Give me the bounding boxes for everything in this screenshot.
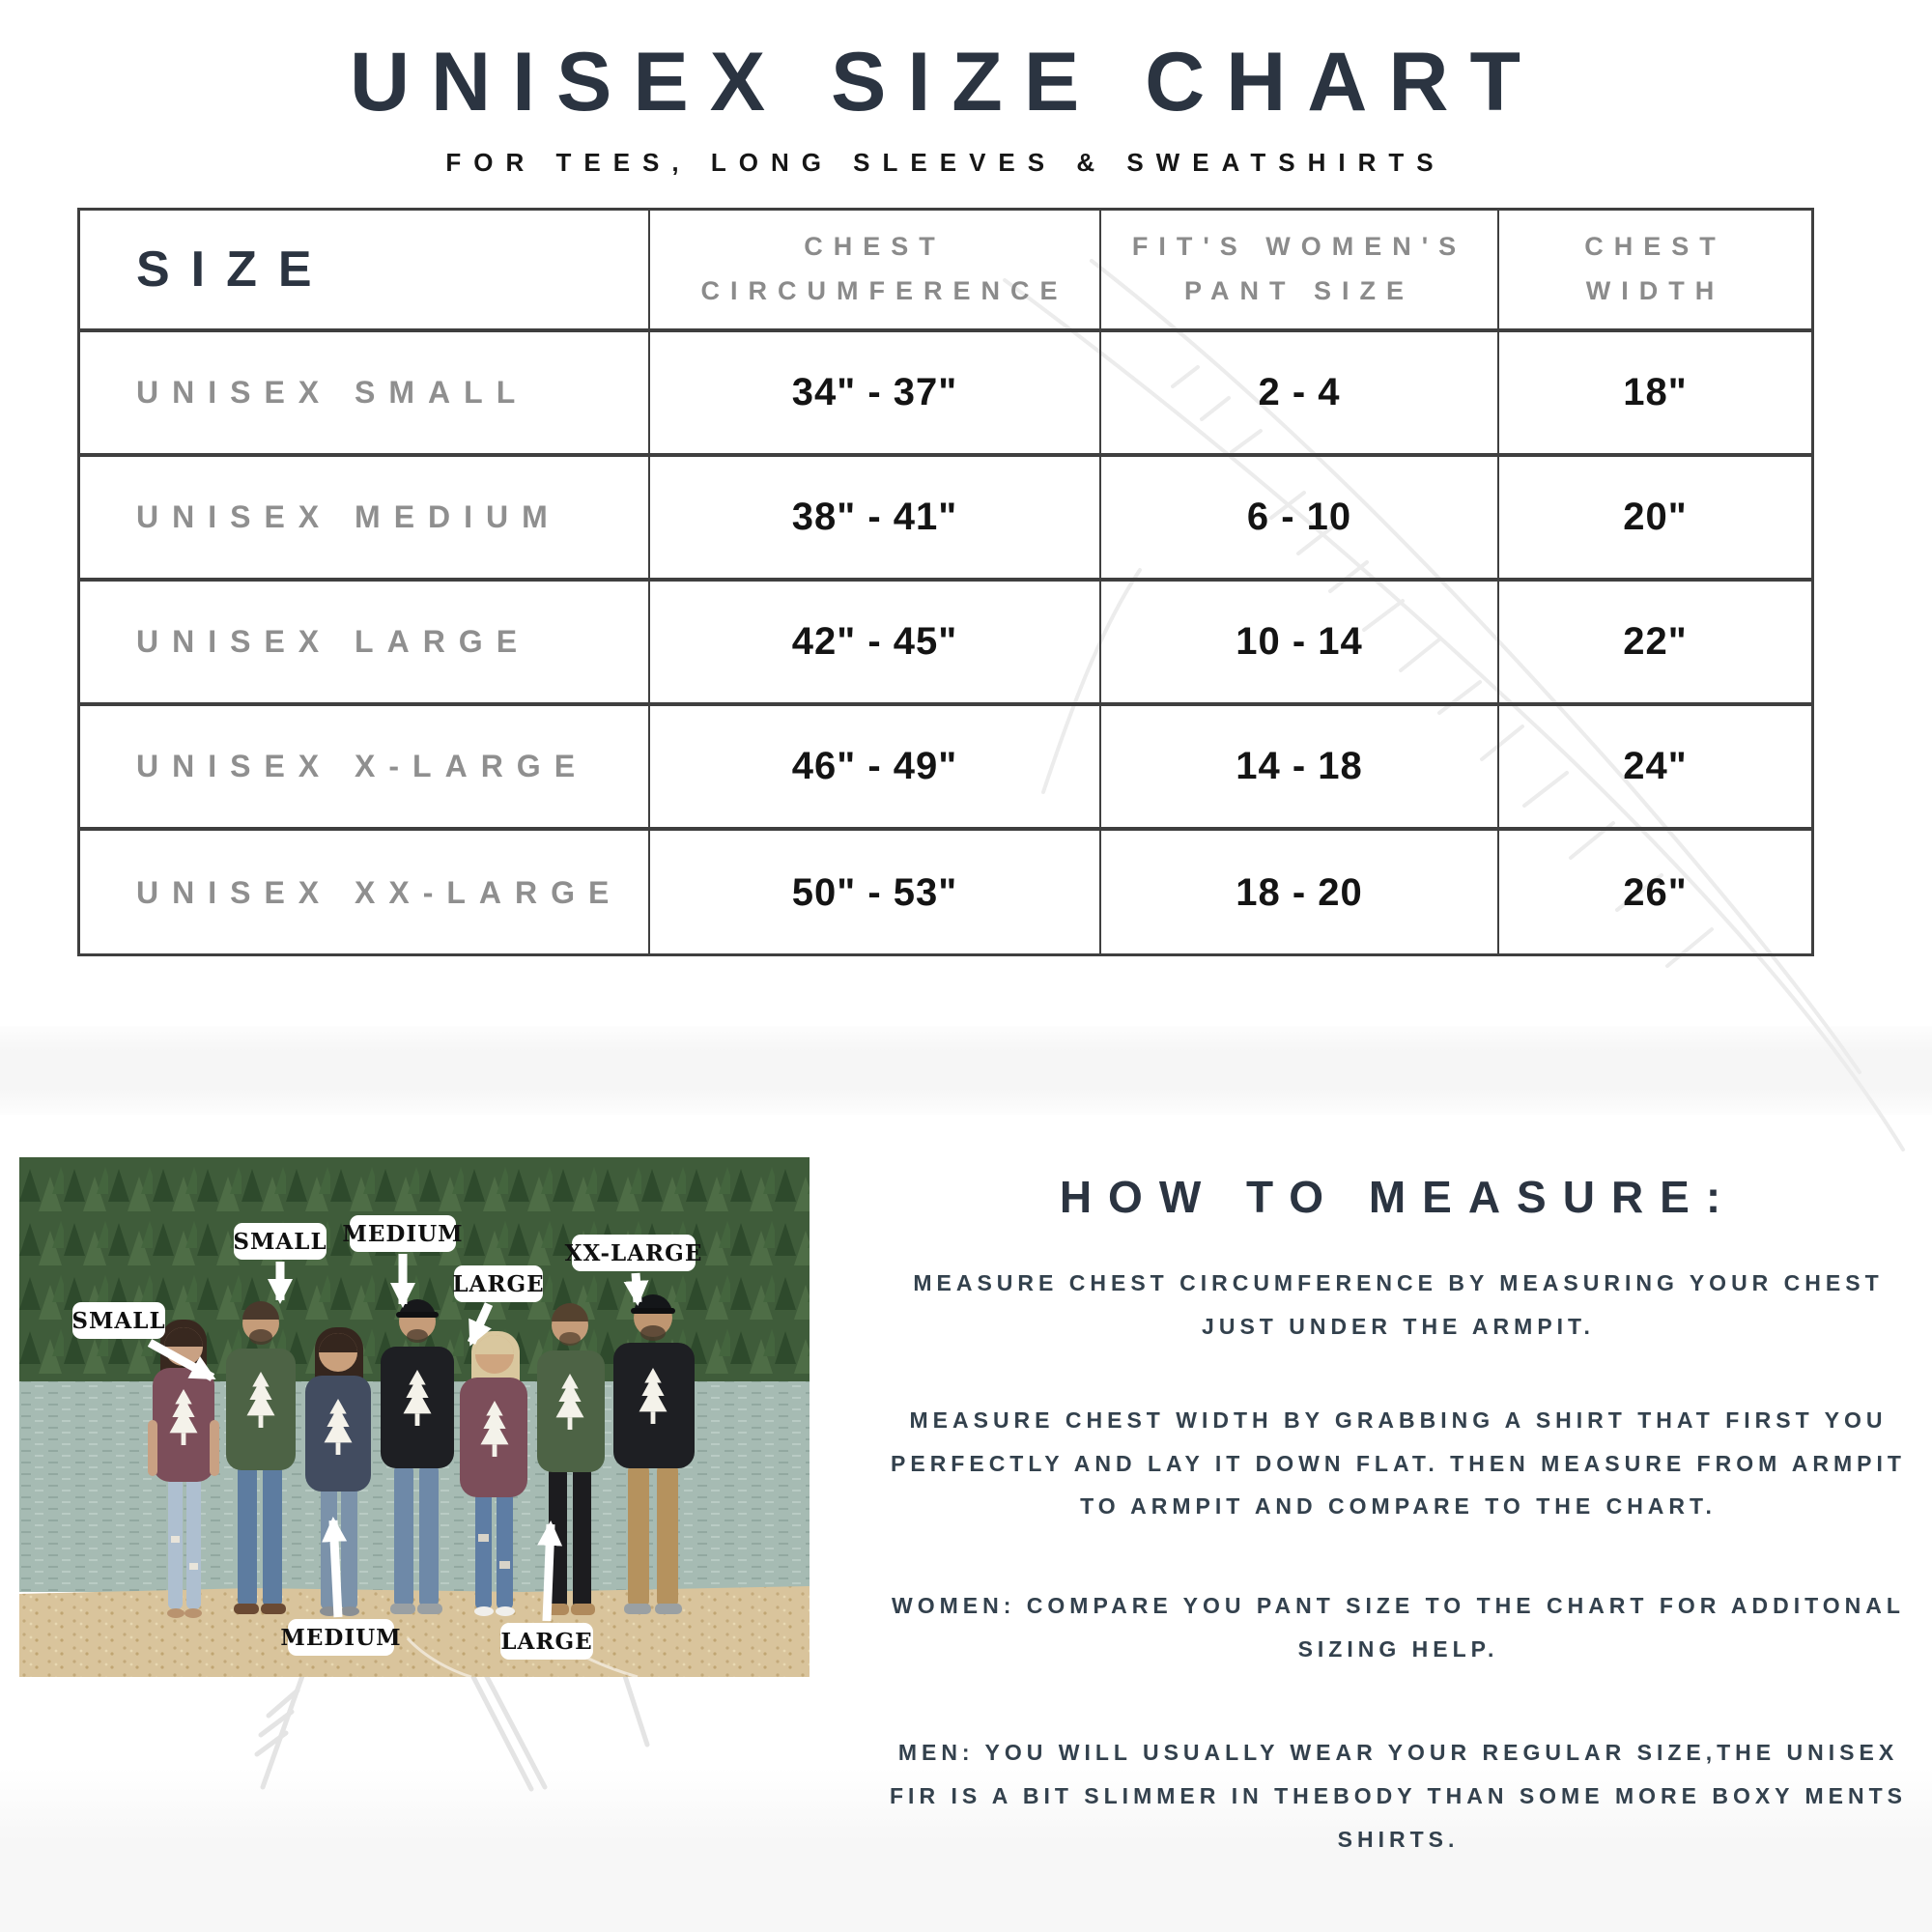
size-cell: UNISEX X-LARGE: [80, 706, 650, 831]
pant-size-cell: 18 - 20: [1101, 831, 1499, 955]
chest-circumference-cell: 50" - 53": [650, 831, 1101, 955]
pant-size-cell: 14 - 18: [1101, 706, 1499, 831]
svg-text:MEDIUM: MEDIUM: [280, 1625, 402, 1651]
size-cell: UNISEX MEDIUM: [80, 457, 650, 582]
how-to-measure-section: [874, 1171, 1922, 1861]
col-header-size: SIZE: [80, 211, 650, 332]
page-subtitle: FOR TEES, LONG SLEEVES & SWEATSHIRTS: [445, 148, 1446, 177]
arrow: [636, 1273, 638, 1302]
arrow: [333, 1520, 338, 1617]
chest-width-cell: 26": [1623, 871, 1688, 914]
col-header-pant-size: FIT'S WOMEN'S PANT SIZE: [1101, 211, 1499, 332]
svg-text:MEDIUM: MEDIUM: [342, 1221, 464, 1247]
title-block: [77, 0, 1814, 178]
svg-text:LARGE: LARGE: [452, 1271, 545, 1297]
pant-size-cell: 10 - 14: [1101, 582, 1499, 706]
chest-circumference-cell: 38" - 41": [650, 457, 1101, 582]
pant-size-cell: 2 - 4: [1101, 332, 1499, 457]
chest-circumference-cell: 42" - 45": [650, 582, 1101, 706]
chest-width-cell: 22": [1499, 582, 1811, 706]
how-to-measure-heading: HOW TO MEASURE:: [1059, 1172, 1738, 1222]
measure-instruction-chest-width: MEASURE CHEST WIDTH BY GRABBING A SHIRT THAT FIRST YOU PERFECTLY AND LAY IT DOWN FLAT. THEN MEASURE FROM ARMPIT TO ARMPIT AND COMPARE TO THE CHART.: [891, 1406, 1906, 1520]
measure-instruction-chest-circumference: MEASURE CHEST CIRCUMFERENCE BY MEASURING YOUR CHEST JUST UNDER THE ARMPIT.: [913, 1270, 1884, 1339]
size-cell: UNISEX XX-LARGE: [80, 831, 650, 955]
size-cell: UNISEX LARGE: [80, 582, 650, 706]
page-title: UNISEX SIZE CHART: [349, 36, 1543, 128]
col-header-chest-width: CHEST WIDTH: [1499, 211, 1811, 332]
svg-text:SMALL: SMALL: [71, 1308, 166, 1334]
svg-text:SMALL: SMALL: [233, 1229, 327, 1255]
faint-gray-band: [0, 1026, 1932, 1115]
chest-circumference-cell: 34" - 37": [650, 332, 1101, 457]
size-chart-photo: [19, 1157, 810, 1677]
chest-width-cell: 24": [1499, 706, 1811, 831]
chest-width-cell: 18": [1499, 332, 1811, 457]
chest-width-cell: 20": [1499, 457, 1811, 582]
chest-circumference-cell: 46" - 49": [650, 706, 1101, 831]
measure-instruction-women: WOMEN: COMPARE YOU PANT SIZE TO THE CHART FOR ADDITONAL SIZING HELP.: [892, 1593, 1905, 1662]
arrow: [547, 1524, 551, 1621]
size-table: [77, 208, 1814, 956]
size-cell: UNISEX SMALL: [80, 332, 650, 457]
pant-size-cell: 6 - 10: [1101, 457, 1499, 582]
svg-text:XX-LARGE: XX-LARGE: [564, 1240, 703, 1266]
measure-instruction-men: MEN: YOU WILL USUALLY WEAR YOUR REGULAR SIZE,THE UNISEX FIR IS A BIT SLIMMER IN THEBODY THAN SOME MORE BOXY MENTS SHIRTS.: [890, 1739, 1907, 1852]
sand-beach: [19, 1586, 810, 1677]
svg-text:LARGE: LARGE: [500, 1629, 593, 1655]
col-header-chest-circumference: CHEST CIRCUMFERENCE: [650, 211, 1101, 332]
